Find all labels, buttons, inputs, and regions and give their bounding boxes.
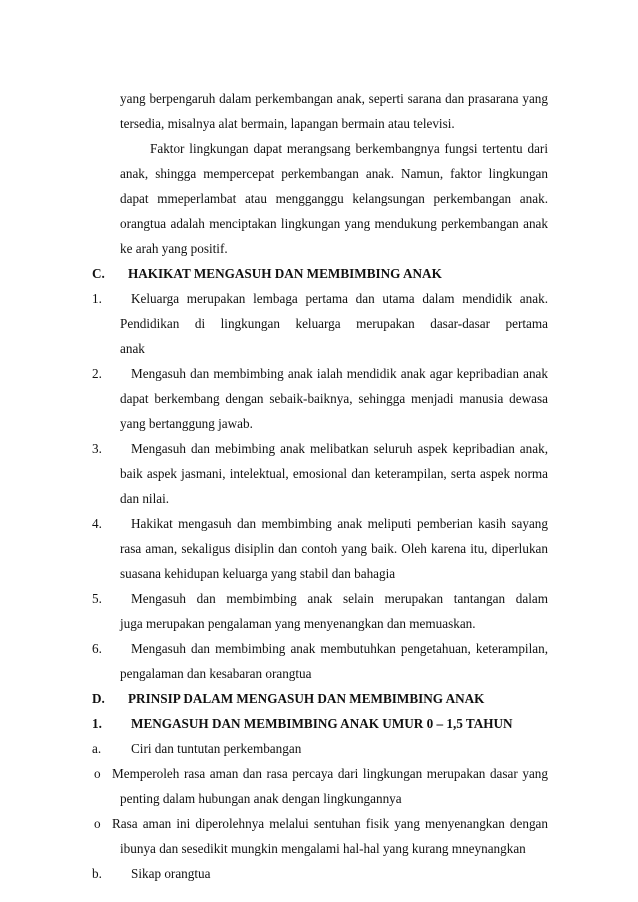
paragraph-line: yang berpengaruh dalam perkembangan anak, seperti sarana dan prasarana yang — [120, 91, 548, 106]
sub-heading: Ciri dan tuntutan perkembangan — [131, 741, 302, 756]
list-item-line: Keluarga merupakan lembaga pertama dan utama dalam mendidik anak. — [131, 291, 548, 306]
sub-marker: b. — [92, 866, 102, 881]
paragraph-line: anak, shingga mempercepat perkembangan anak. Namun, faktor lingkungan — [120, 166, 548, 181]
sub-heading: Sikap orangtua — [131, 866, 211, 881]
list-item-line: yang bertanggung jawab. — [120, 416, 253, 431]
list-item-line: Pendidikan di lingkungan keluarga merupakan dasar-dasar pertama — [120, 316, 548, 331]
list-item-line: Mengasuh dan membimbing anak selain merupakan tantangan dalam — [131, 591, 548, 606]
list-item-line: pengalaman dan kesabaran orangtua — [120, 666, 312, 681]
section-marker: C. — [92, 266, 105, 281]
list-marker: 4. — [92, 516, 102, 531]
bullet-line: ibunya dan sesedikit mungkin mengalami hal-hal yang kurang mneynangkan — [120, 841, 526, 856]
paragraph-line: ke arah yang positif. — [120, 241, 228, 256]
bullet-marker: o — [94, 816, 101, 831]
paragraph-line: tersedia, misalnya alat bermain, lapangan bermain atau televisi. — [120, 116, 455, 131]
list-marker: 5. — [92, 591, 102, 606]
bullet-line: penting dalam hubungan anak dengan lingkungannya — [120, 791, 402, 806]
bullet-marker: o — [94, 766, 101, 781]
list-item-line: Mengasuh dan mebimbing anak melibatkan seluruh aspek kepribadian anak, — [131, 441, 548, 456]
section-heading: HAKIKAT MENGASUH DAN MEMBIMBING ANAK — [128, 266, 442, 281]
list-item-line: Hakikat mengasuh dan membimbing anak meliputi pemberian kasih sayang — [131, 516, 548, 531]
list-item-line: juga merupakan pengalaman yang menyenangkan dan memuaskan. — [120, 616, 476, 631]
list-marker: 2. — [92, 366, 102, 381]
paragraph-line: dapat mmeperlambat atau mengganggu kelangsungan perkembangan anak. — [120, 191, 548, 206]
list-marker: 3. — [92, 441, 102, 456]
list-item-line: dan nilai. — [120, 491, 170, 506]
sub-marker: a. — [92, 741, 102, 756]
section-heading: PRINSIP DALAM MENGASUH DAN MEMBIMBING ANAK — [128, 691, 485, 706]
paragraph-line: Faktor lingkungan dapat merangsang berkembangnya fungsi tertentu dari — [150, 141, 548, 156]
bullet-line: Rasa aman ini diperolehnya melalui sentuhan fisik yang menyenangkan dengan — [112, 816, 548, 831]
list-item-line: Mengasuh dan membimbing anak ialah mendidik anak agar kepribadian anak — [131, 366, 548, 381]
paragraph-line: orangtua adalah menciptakan lingkungan yang mendukung perkembangan anak — [120, 216, 548, 231]
list-item-line: Mengasuh dan membimbing anak membutuhkan pengetahuan, keterampilan, — [131, 641, 548, 656]
list-item-line: dapat berkembang dengan sebaik-baiknya, sehingga menjadi manusia dewasa — [120, 391, 548, 406]
subsection-marker: 1. — [92, 716, 102, 731]
list-item-line: baik aspek jasmani, intelektual, emosional dan keterampilan, serta aspek norma — [120, 466, 548, 481]
list-marker: 1. — [92, 291, 102, 306]
list-item-line: suasana kehidupan keluarga yang stabil dan bahagia — [120, 566, 396, 581]
subsection-heading: MENGASUH DAN MEMBIMBING ANAK UMUR 0 – 1,5 TAHUN — [131, 716, 513, 731]
section-marker: D. — [92, 691, 105, 706]
bullet-line: Memperoleh rasa aman dan rasa percaya dari lingkungan merupakan dasar yang — [112, 766, 548, 781]
list-marker: 6. — [92, 641, 102, 656]
list-item-line: rasa aman, sekaligus disiplin dan contoh yang baik. Oleh karena itu, diperlukan — [120, 541, 548, 556]
list-item-line: anak — [120, 341, 145, 356]
